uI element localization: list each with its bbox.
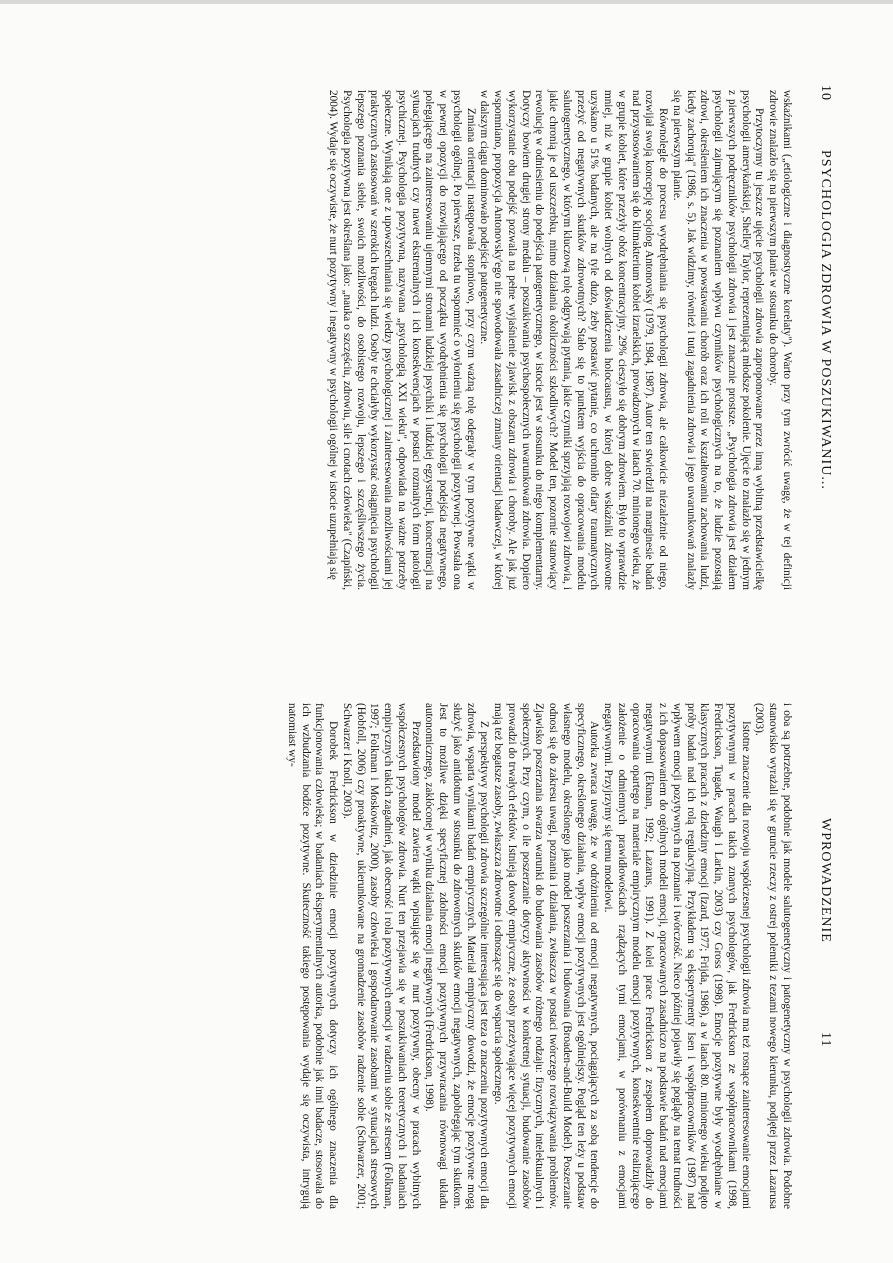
paragraph: Autorka zwraca uwagę, że w odróżnieniu od emocji negatywnych, pociągających za sobą tendencje do specyficznego, określonego działania, wpływ emocji pozytywnych jest ogólniejszy. Pogląd ten leży u podstaw własnego modelu, określonego jako model poszerzania i budowania (Broaden-and-Build Model). Poszerzanie odnosi się do zakresu uwagi, poznania i działania, zwłaszcza w postaci twórczego rozwiązywania problemów. Zjawisko poszerzania stwarza warunki do budowania zasobów różnego rodzaju: fizycznych, intelektualnych i społecznych. Przy czym, o ile poszerzanie dotyczy aktywności w konkretnej sytuacji, budowanie zasobów prowadzi do trwałych efektów. Istnieją dowody empiryczne, że osoby przeżywające więcej pozytywnych emocji mają też bogatsze zasoby, zwłaszcza zdrowotne i odnoszące się do wsparcia społecznego. <box>492 703 601 1209</box>
body-text <box>326 90 794 590</box>
paragraph: Równolegle do procesu wyodrębniania się psychologii zdrowia, ale całkowicie niezależnie od niego, rozwijał swoją koncepcję socjolog Antonovsky (1979, 1984, 1987). Autor ten stwierdził na marginesie badań nad przystosowaniem się do klimakterium kobiet izraelskich, prowadzonych w latach 70. minionego wieku, że w grupie kobiet, które przeżyły obóz koncentracyjny, 29% cieszyło się dobrym zdrowiem. Było to wprawdzie mniej, niż w grupie kobiet wolnych od doświadczenia holocaustu, w której dobre wskaźniki zdrowotne uzyskano u 51% badanych, ale na tyle dużo, żeby postawić pytanie, co uchroniło ofiary traumatycznych przeżyć od negatywnych skutków zdrowotnych? Stało się to punktem wyjścia do opracowania modelu salutogenetycznego, w którym kluczową rolę odgrywają pytania, jakie czynniki sprzyjają rozwojowi zdrowia, i jakie chronią je od uszczerbku, mimo działania okoliczności szkodliwych? Model ten, pozornie stanowiący rewolucję w odniesieniu do podejścia patogenetycznego, w istocie jest w stosunku do niego komplementarny. Dotyczy bowiem drugiej strony medalu – poszukiwania psychospołecznych uwarunkowań zdrowia. Dopiero wykorzystanie obu podejść pozwala na pełne wyjaśnienie zjawisk z obszaru zdrowia i choroby. Ale jak już wspomniano, propozycja Antonovsky'ego nie spowodowała zasadniczej zmiany orientacji badawczej, w której w dalszym ciągu dominowało podejście patogenetyczne. <box>478 90 670 590</box>
paragraph: i oba są potrzebne, podobnie jak modele salutogenetyczny i patogenetyczny w psychologii zdrowia. Podobne stanowisko wyrażali się w gruncie rzeczy z ostrej polemiki z tezami nowego kierunku, podjętej przez Lazarusa (2003). <box>753 703 793 1209</box>
paragraph: Z perspektywy psychologii zdrowia szczególnie interesująca jest teza o znaczeniu pozytywnych emocji dla zdrowia, wsparta wynikami badań empirycznych. Materiał empiryczny dowodzi, że emocje pozytywne mogą służyć jako antidotum w stosunku do zdrowotnych skutków emocji negatywnych, zapobiegając tym skutkom. Jest to możliwe dzięki specyficznej zdolności emocji pozytywnych przywracania równowagi układu autonomicznego, zakłóconej w wyniku działania emocji negatywnych (Fredrickson, 1998). <box>423 703 491 1209</box>
running-head: WPROWADZENIE <box>818 818 833 943</box>
paragraph: Istotne znaczenie dla rozwoju współczesnej psychologii zdrowia ma też rosnące zainteresowanie emocjami pozytywnymi w pracach takich znanych psychologów, jak Fredrickson ze współpracownikami (1998, Fredrickson, Tugade, Waugh i Larkin, 2003) czy Gross (1998). Emocje pozytywne były wyodrębniane w klasycznych pracach z dziedziny emocji (Izard, 1977; Frijda, 1986), a w latach 80. minionego wieku podjęto próby badań nad ich rolą regulacyjną. Przykładem są eksperymenty Isen i współpracowników (1987) nad wpływem emocji pozytywnych na poznanie i twórczość. Nieco później pojawiły się poglądy na temat trudności z ich dopasowaniem do ogólnych modeli emocji, opracowanych zasadniczo na podstawie badań nad emocjami negatywnymi (Ekman, 1992; Lazarus, 1991). Z kolei prace Fredrickson z zespołem doprowadziły do opracowania opartego na materiale empirycznym modelu emocji pozytywnych, konsekwentnie realizującego założenie o odmiennych prawidłowościach rządzących tymi emocjami, w porównaniu z emocjami negatywnymi. Przyjrzymy się temu modelowi. <box>602 703 752 1209</box>
paragraph: wskaźnikami („etiologiczne i diagnostyczne korelaty"). Warto przy tym zwrócić uwagę, że w tej definicji zdrowie znalazło się na pierwszym planie w stosunku do choroby. <box>767 90 793 590</box>
running-head: PSYCHOLOGIA ZDROWIA W POSZUKIWANIU... <box>818 150 833 490</box>
paragraph: Zmiana orientacji następowała stopniowo, przy czym ważną rolę odegrały w tym pozytywne wątki w psychologii ogólnej. Po pierwsze, trzeba tu wspomnieć o wyłonieniu się psychologii pozytywnej. Powstała ona w pewnej opozycji do rozwijającego od początku wyodrębnienia się psychologii podejścia negatywnego, polegającego na zainteresowaniu ujemnymi stronami ludzkiej psychiki i ludzkiej egzystencji, koncentracji na sytuacjach trudnych czy nawet ekstremalnych i ich konsekwencjach w postaci rozmaitych form patologii psychicznej. Psychologia pozytywna, nazywana „psychologią XXI wieku", odpowiada na ważne potrzeby społeczne. Wynikają one z upowszechniania się wiedzy psychologicznej i zainteresowania możliwościami jej praktycznych zastosowań w szerokich kręgach ludzi. Osoby te chciałyby wykorzystać osiągnięcia psychologii lepszego poznania siebie, swoich możliwości, do osobistego rozwoju, lepszego i szczęśliwszego życia. Psychologia pozytywna jest określana jako: „nauka o szczęściu, zdrowiu, sile i cnotach człowieka" (Czapiński, 2004). Wydaje się oczywiste, że nurt pozytywny i negatywny w psychologii ogólnej w istocie uzupełniają się <box>327 90 477 590</box>
body-text <box>284 703 793 1209</box>
paragraph: Przedstawiony model zawiera wątki wpisujące się w nurt pozytywny, obecny w pracach wybitnych współczesnych psychologów zdrowia. Nurt ten przejawia się w poszukiwaniach teoretycznych i badaniach empirycznych takich zagadnień, jak obecność i rola pozytywnych emocji w radzeniu sobie ze stresem (Folkman, 1997; Folkman i Moskowitz, 2000), zasoby człowieka i gospodarowanie zasobami w sytuacjach stresowych (Hobfoll, 2006) czy proaktywne, ukierunkowane na gromadzenie zasobów radzenie sobie (Schwarzer, 2001; Schwarzer i Knoll, 2003). <box>341 703 422 1209</box>
page-number: 10 <box>818 85 833 101</box>
page-number: 11 <box>818 1032 833 1048</box>
paragraph: Przytoczymy tu jeszcze ujęcie psychologii zdrowia zaproponowane przez inną wybitną przedstawicielkę psychologii amerykańskiej, Shelley Taylor, reprezentującą młodsze pokolenie. Ujęcie to znalazło się w jednym z pierwszych podręczników psychologii zdrowia i jest znacznie prostsze. „Psychologia zdrowia jest działem psychologii zajmującym się poznaniem wpływu czynników psychologicznych na to, że ludzie pozostają zdrowi, określeniem ich znaczenia w powstawaniu chorób oraz ich roli w kształtowaniu zachowania ludzi, kiedy zachorują" (1986, s. 5). Jak widzimy, również i tutaj zagadnienia zdrowia i jego uwarunkowań znalazły się na pierwszym planie. <box>671 90 766 590</box>
paragraph: Dorobek Fredrickson w dziedzinie emocji pozytywnych dotyczy ich ogólnego znaczenia dla funkcjonowania człowieka; w badaniach eksperymentalnych autorka, podobnie jak inni badacze, stosowała do ich wzbudzania bodźce pozytywne. Skuteczność takiego postępowania wydaje się oczywista, intrygują natomiast wy- <box>286 703 340 1209</box>
right-page <box>0 640 893 1263</box>
